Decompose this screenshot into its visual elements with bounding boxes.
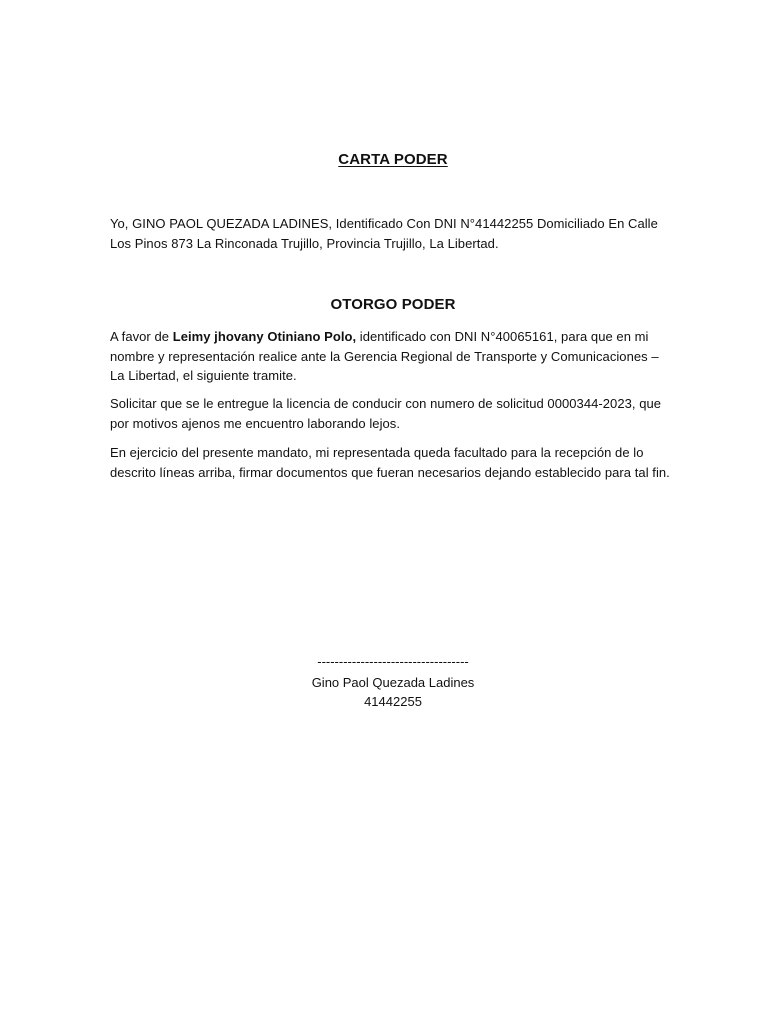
request-paragraph: Solicitar que se le entregue la licencia de conducir con numero de solicitud 0000344-2023, que por motivos ajenos me encuentro laborando lejos. — [110, 396, 662, 431]
signer-dni: 41442255 — [364, 694, 422, 709]
grant-prefix: A favor de — [110, 329, 173, 344]
section-title: OTORGO PODER — [330, 296, 456, 313]
signer-name: Gino Paol Quezada Ladines — [311, 675, 475, 690]
grantee-name: Leimy jhovany Otiniano Polo, — [172, 329, 357, 344]
document-title: CARTA PODER — [338, 151, 448, 168]
signature-line: ----------------------------------- — [317, 654, 469, 669]
mandate-paragraph: En ejercicio del presente mandato, mi representada queda facultado para la recepción de lo descrito líneas arriba, firmar documentos que fueran necesarios dejando establecido para tal fin. — [110, 445, 670, 480]
grant-suffix: identificado con DNI N°40065161, para que en mi nombre y representación realice ante la Gerencia Regional de Transporte y Comunicaciones – La Libertad, el siguiente tramite. — [110, 329, 659, 383]
intro-paragraph: Yo, GINO PAOL QUEZADA LADINES, Identificado Con DNI N°41442255 Domiciliado En Calle Los Pinos 873 La Rinconada Trujillo, Provincia Trujillo, La Libertad. — [110, 216, 658, 251]
grant-paragraph — [110, 327, 674, 386]
